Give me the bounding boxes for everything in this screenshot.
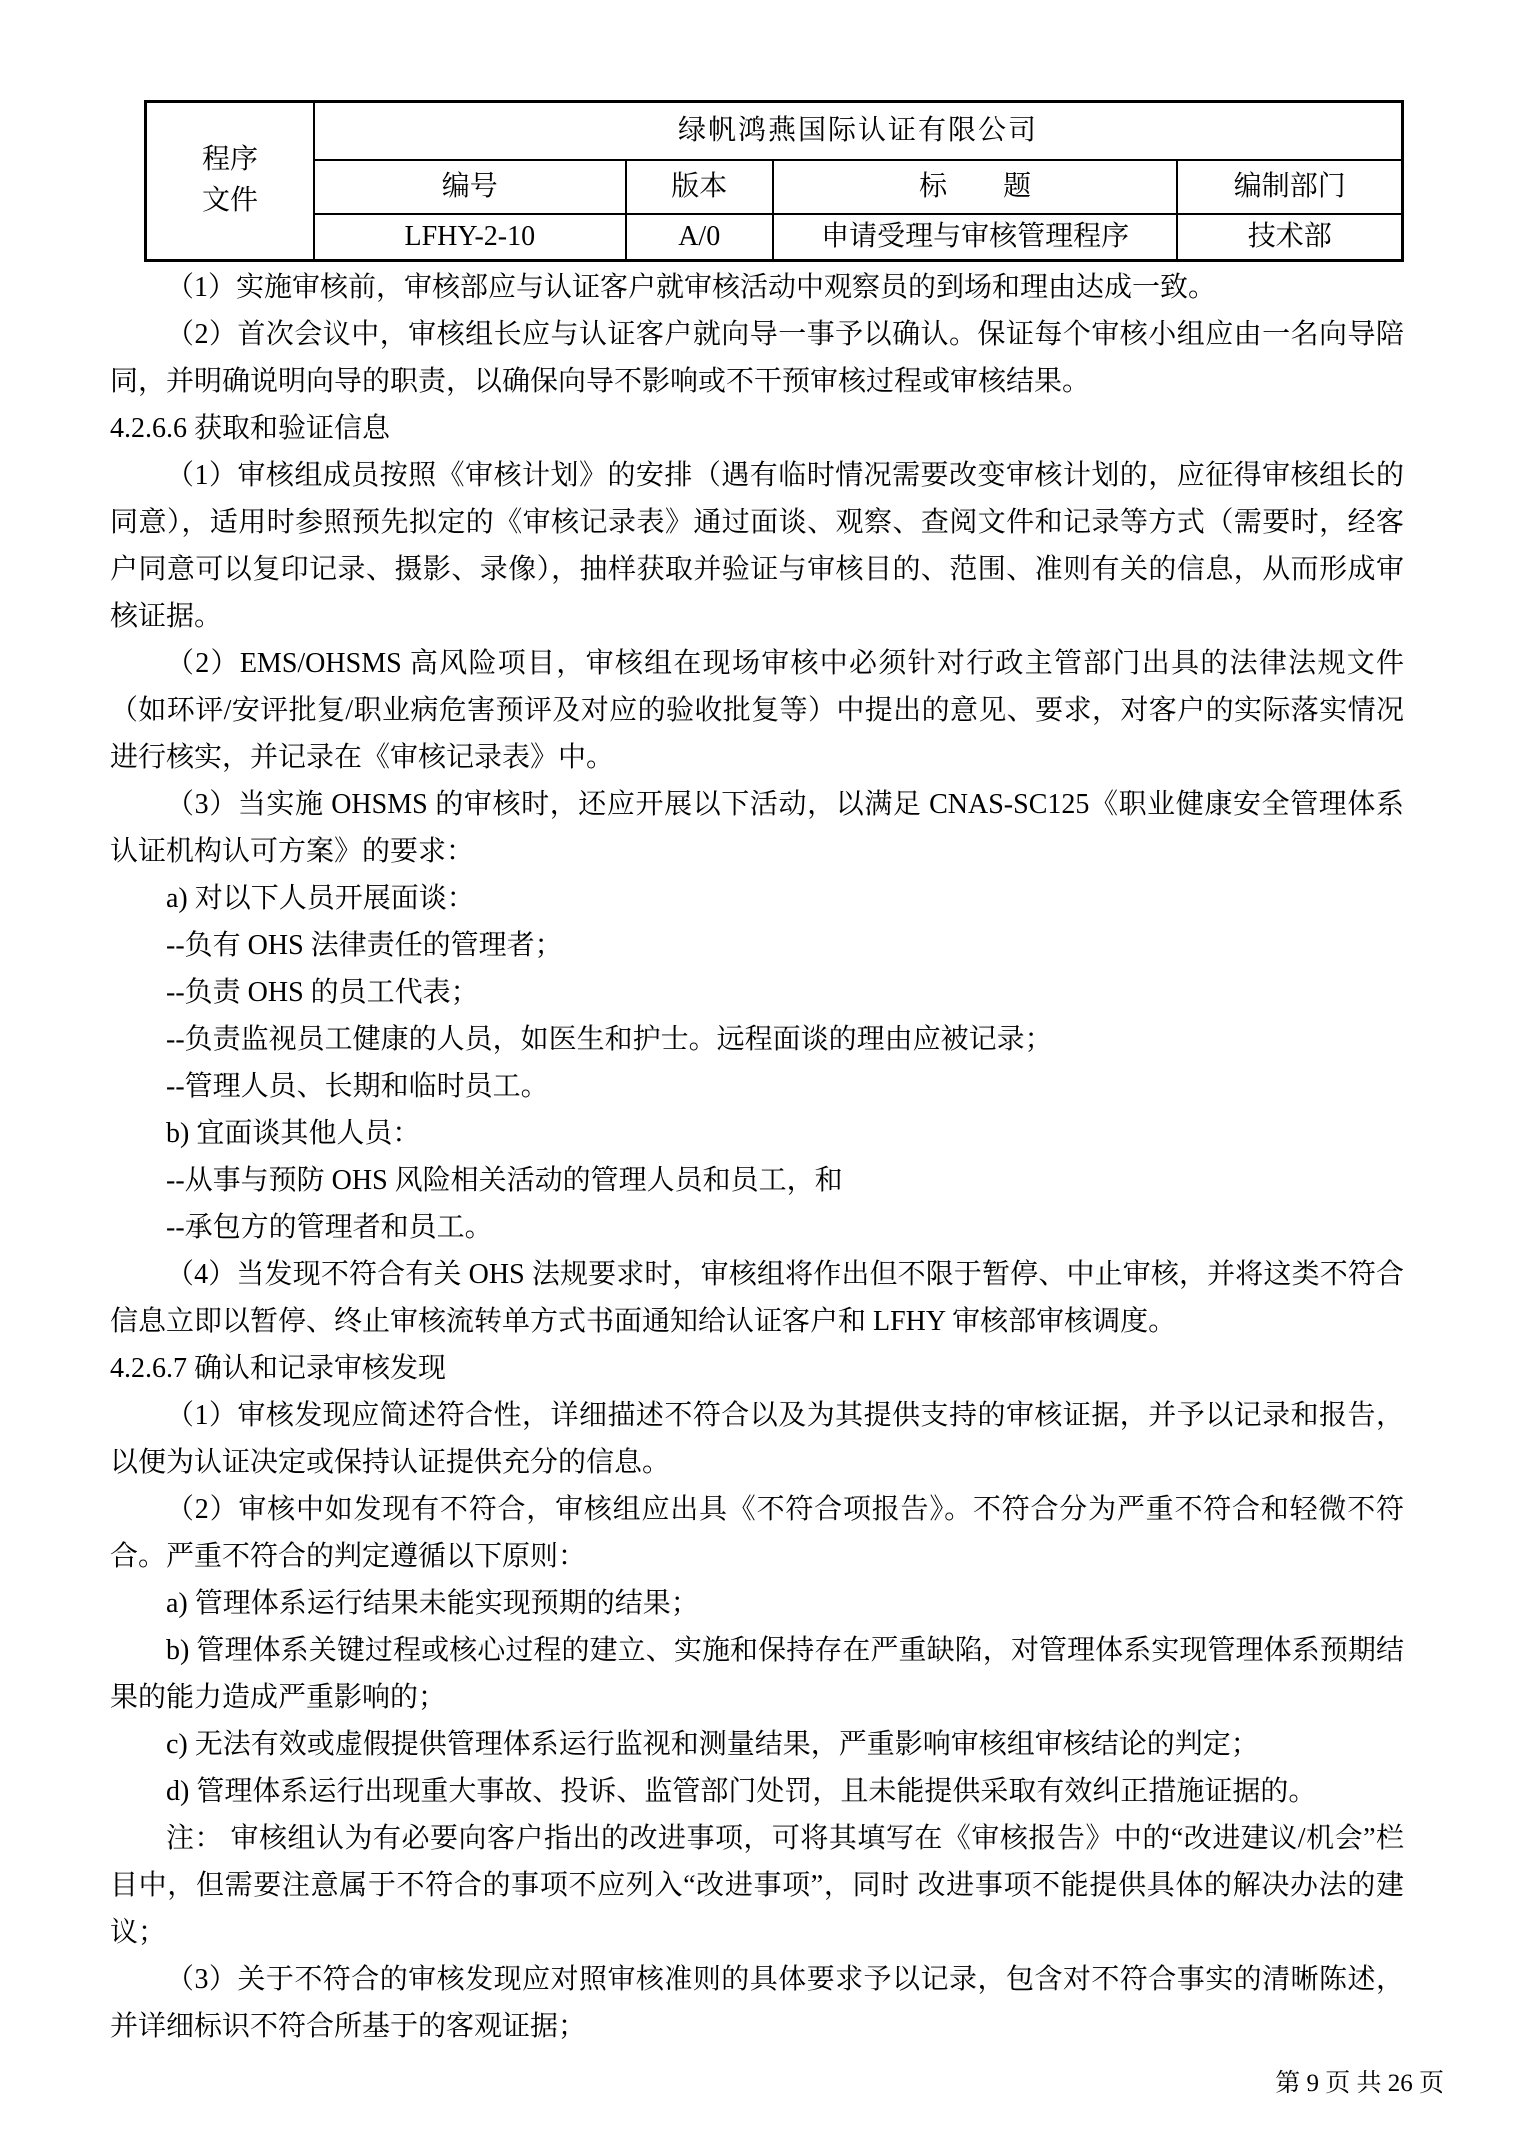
list-item: --负有 OHS 法律责任的管理者； xyxy=(166,930,563,961)
doc-department-value: 技术部 xyxy=(1177,214,1402,261)
doc-number-value: LFHY-2-10 xyxy=(314,214,626,261)
list-item: --从事与预防 OHS 风险相关活动的管理人员和员工，和 xyxy=(166,1165,843,1196)
paragraph: （4）当发现不符合有关 OHS 法规要求时，审核组将作出但不限于暂停、中止审核，并将这类不符合信息立即以暂停、终止审核流转单方式书面通知给认证客户和 LFHY 审核部审核调度。 xyxy=(110,1259,1404,1337)
doc-title-value: 申请受理与审核管理程序 xyxy=(773,214,1178,261)
list-item: b) 宜面谈其他人员： xyxy=(166,1118,421,1149)
list-item: b) 管理体系关键过程或核心过程的建立、实施和保持存在严重缺陷，对管理体系实现管理体系预期结果的能力造成严重影响的； xyxy=(110,1635,1404,1713)
paragraph: （2）EMS/OHSMS 高风险项目，审核组在现场审核中必须针对行政主管部门出具的法律法规文件（如环评/安评批复/职业病危害预评及对应的验收批复等）中提出的意见、要求，对客户的实际落实情况进行核实，并记录在《审核记录表》中。 xyxy=(110,648,1404,773)
paragraph: （1）实施审核前，审核部应与认证客户就审核活动中观察员的到场和理由达成一致。 xyxy=(166,272,1217,303)
paragraph: （2）首次会议中，审核组长应与认证客户就向导一事予以确认。保证每个审核小组应由一名向导陪同，并明确说明向导的职责，以确保向导不影响或不干预审核过程或审核结果。 xyxy=(110,319,1404,397)
doc-type-cell xyxy=(146,102,314,261)
doc-type-label: 程序文件 xyxy=(201,144,258,216)
list-item: --负责监视员工健康的人员，如医生和护士。远程面谈的理由应被记录； xyxy=(166,1024,1053,1055)
paragraph: （3）当实施 OHSMS 的审核时，还应开展以下活动，以满足 CNAS-SC125《职业健康安全管理体系认证机构认可方案》的要求： xyxy=(110,789,1404,867)
list-item: c) 无法有效或虚假提供管理体系运行监视和测量结果，严重影响审核组审核结论的判定； xyxy=(166,1729,1259,1760)
section-heading: 4.2.6.7 确认和记录审核发现 xyxy=(110,1353,447,1384)
paragraph: （3）关于不符合的审核发现应对照审核准则的具体要求予以记录，包含对不符合事实的清晰陈述，并详细标识不符合所基于的客观证据； xyxy=(110,1964,1404,2042)
col-header-title: 标 题 xyxy=(773,160,1178,214)
note-paragraph: 注： 审核组认为有必要向客户指出的改进事项，可将其填写在《审核报告》中的“改进建议/机会”栏目中，但需要注意属于不符合的事项不应列入“改进事项”，同时 改进事项不能提供具体的解决办法的建议； xyxy=(110,1823,1404,1948)
paragraph: （1）审核发现应简述符合性，详细描述不符合以及为其提供支持的审核证据，并予以记录和报告，以便为认证决定或保持认证提供充分的信息。 xyxy=(110,1400,1404,1478)
list-item: a) 对以下人员开展面谈： xyxy=(166,883,475,914)
list-item: --负责 OHS 的员工代表； xyxy=(166,977,479,1008)
col-header-version: 版本 xyxy=(626,160,773,214)
document-header-table xyxy=(144,100,1404,262)
paragraph: （2）审核中如发现有不符合，审核组应出具《不符合项报告》。不符合分为严重不符合和轻微不符合。严重不符合的判定遵循以下原则： xyxy=(110,1494,1404,1572)
document-body xyxy=(110,264,1404,2050)
list-item: d) 管理体系运行出现重大事故、投诉、监管部门处罚，且未能提供采取有效纠正措施证据的。 xyxy=(166,1776,1317,1807)
page-number-footer: 第 9 页 共 26 页 xyxy=(1275,2070,1444,2097)
list-item: a) 管理体系运行结果未能实现预期的结果； xyxy=(166,1588,699,1619)
section-heading: 4.2.6.6 获取和验证信息 xyxy=(110,413,391,444)
paragraph: （1）审核组成员按照《审核计划》的安排（遇有临时情况需要改变审核计划的，应征得审核组长的同意），适用时参照预先拟定的《审核记录表》通过面谈、观察、查阅文件和记录等方式（需要时，经客户同意可以复印记录、摄影、录像），抽样获取并验证与审核目的、范围、准则有关的信息，从而形成审核证据。 xyxy=(110,460,1404,632)
list-item: --管理人员、长期和临时员工。 xyxy=(166,1071,549,1102)
doc-version-value: A/0 xyxy=(626,214,773,261)
company-name: 绿帆鸿燕国际认证有限公司 xyxy=(314,102,1403,161)
col-header-department: 编制部门 xyxy=(1177,160,1402,214)
col-header-number: 编号 xyxy=(314,160,626,214)
list-item: --承包方的管理者和员工。 xyxy=(166,1212,493,1243)
